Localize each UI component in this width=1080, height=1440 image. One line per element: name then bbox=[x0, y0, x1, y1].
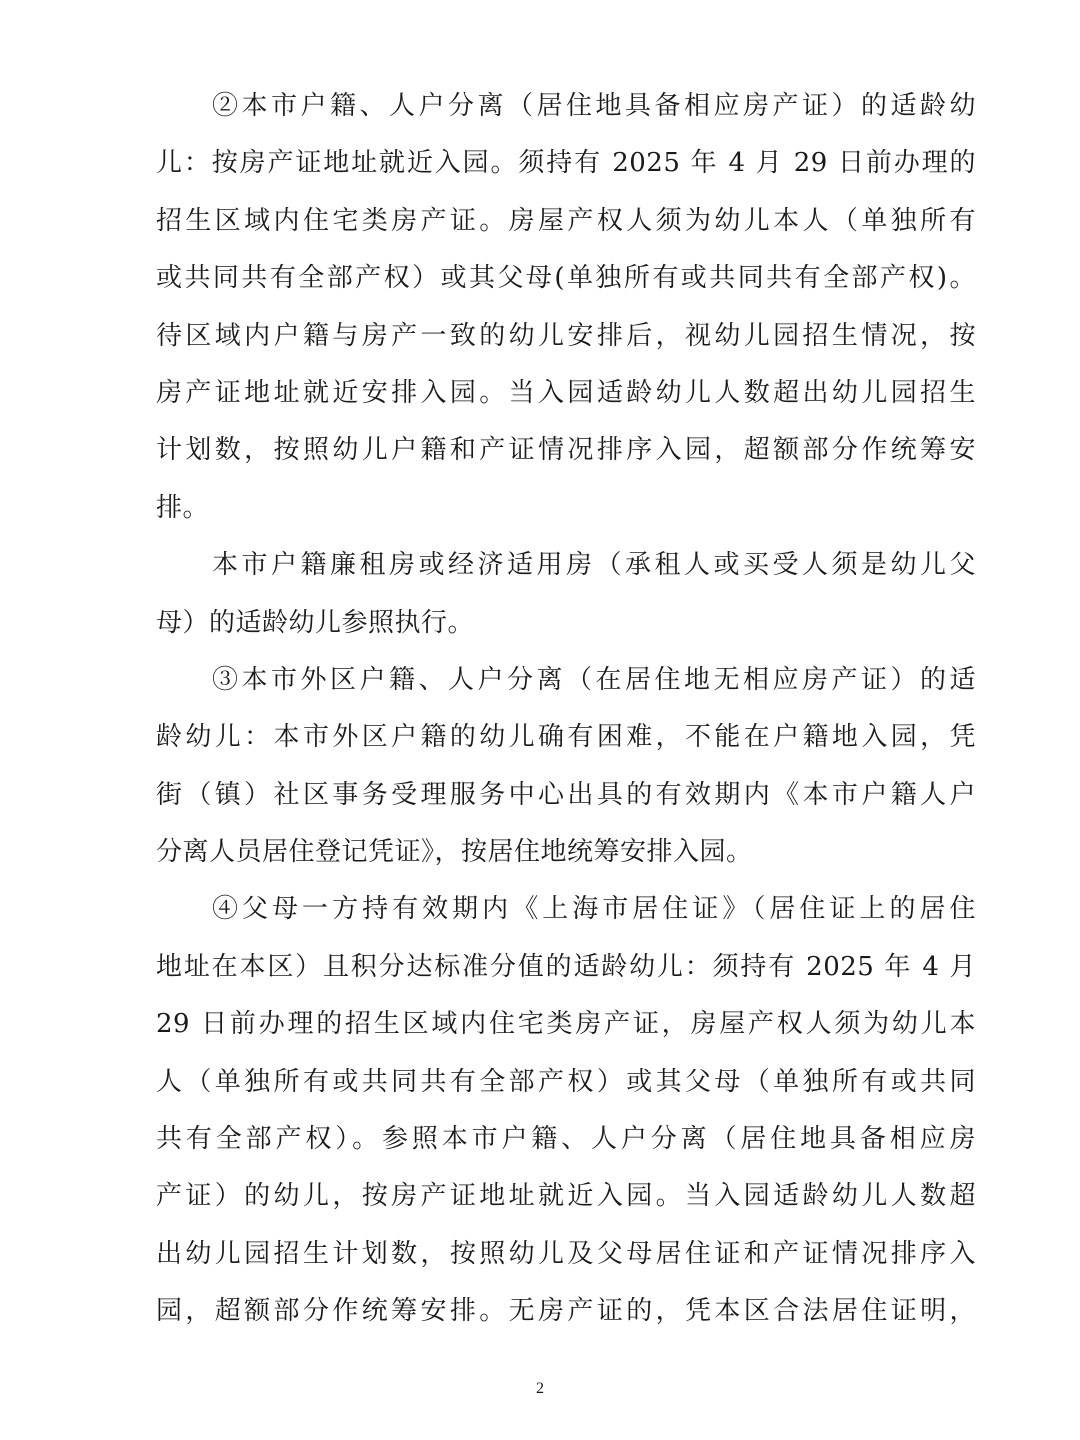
text-line: 地址在本区）且积分达标准分值的适龄幼儿：须持有 2025 年 4 月 bbox=[156, 951, 976, 982]
text-line: 儿：按房产证地址就近入园。须持有 2025 年 4 月 29 日前办理的 bbox=[156, 148, 976, 179]
text-line: 或共同共有全部产权）或其父母(单独所有或共同共有全部产权)。 bbox=[156, 263, 976, 294]
text-line: 母）的适龄幼儿参照执行。 bbox=[156, 607, 475, 638]
page-number: 2 bbox=[536, 1380, 544, 1397]
text-line: 排。 bbox=[156, 492, 210, 523]
text-line: ④父母一方持有效期内《上海市居住证》（居住证上的居住 bbox=[212, 894, 976, 925]
text-line: 街（镇）社区事务受理服务中心出具的有效期内《本市户籍人户 bbox=[156, 779, 976, 810]
text-line: 待区域内户籍与房产一致的幼儿安排后，视幼儿园招生情况，按 bbox=[156, 320, 976, 351]
text-line: 共有全部产权）。参照本市户籍、人户分离（居住地具备相应房 bbox=[156, 1124, 976, 1155]
text-line: 园，超额部分作统筹安排。无房产证的，凭本区合法居住证明， bbox=[156, 1296, 976, 1327]
text-line: 计划数，按照幼儿户籍和产证情况排序入园，超额部分作统筹安 bbox=[156, 435, 976, 466]
text-line: ②本市户籍、人户分离（居住地具备相应房产证）的适龄幼 bbox=[212, 91, 976, 121]
text-line: 房产证地址就近安排入园。当入园适龄幼儿人数超出幼儿园招生 bbox=[156, 377, 976, 408]
text-line: 29 日前办理的招生区域内住宅类房产证，房屋产权人须为幼儿本 bbox=[156, 1009, 976, 1040]
text-line: ③本市外区户籍、人户分离（在居住地无相应房产证）的适 bbox=[212, 664, 976, 695]
text-line: 产证）的幼儿，按房产证地址就近入园。当入园适龄幼儿人数超 bbox=[156, 1181, 976, 1212]
document-body bbox=[156, 78, 976, 1341]
text-line: 龄幼儿：本市外区户籍的幼儿确有困难，不能在户籍地入园，凭 bbox=[156, 722, 976, 753]
text-line: 人（单独所有或共同共有全部产权）或其父母（单独所有或共同 bbox=[156, 1066, 976, 1097]
text-line: 分离人员居住登记凭证》，按居住地统筹安排入园。 bbox=[156, 837, 753, 868]
text-line: 出幼儿园招生计划数，按照幼儿及父母居住证和产证情况排序入 bbox=[156, 1238, 976, 1269]
text-line: 本市户籍廉租房或经济适用房（承租人或买受人须是幼儿父 bbox=[212, 550, 976, 581]
text-line: 招生区域内住宅类房产证。房屋产权人须为幼儿本人（单独所有 bbox=[156, 205, 976, 236]
